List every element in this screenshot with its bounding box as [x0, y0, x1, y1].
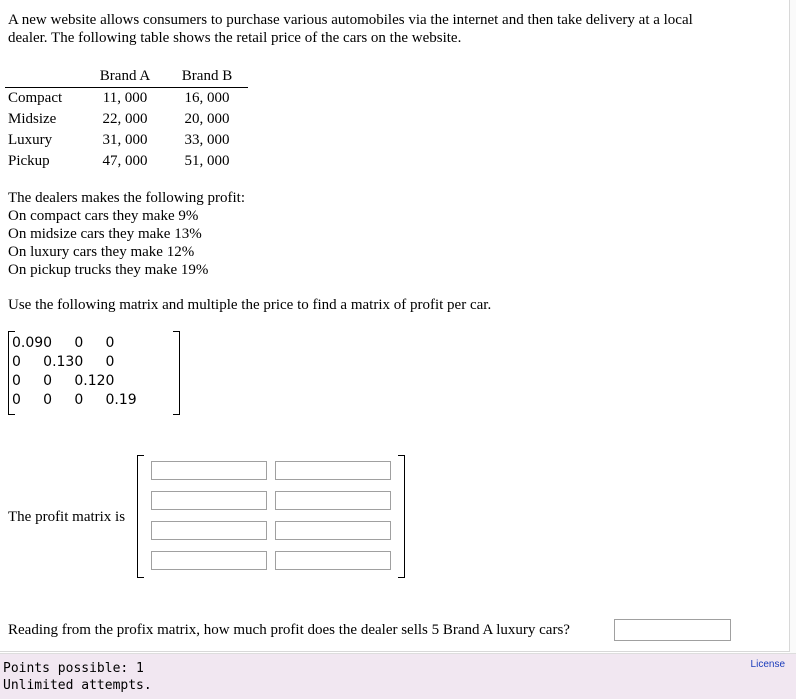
profit-line: On compact cars they make 9%	[8, 208, 199, 224]
percent-matrix-grid	[12, 333, 137, 409]
points-possible: Points possible: 1	[3, 661, 144, 676]
answer-input-r3c2[interactable]	[275, 521, 391, 540]
header-brand-a: Brand A	[84, 66, 166, 88]
answer-input-r2c1[interactable]	[151, 491, 267, 510]
question-footer	[0, 653, 796, 699]
matrix-cell: 0.09	[12, 334, 44, 351]
brand-a-price: 11, 000	[102, 90, 148, 106]
profit-line: The dealers makes the following profit:	[8, 190, 246, 206]
attempts-info: Unlimited attempts.	[3, 678, 152, 693]
matrix-cell: 0	[74, 334, 84, 351]
price-table-corner	[5, 66, 84, 88]
intro-line-2: dealer. The following table shows the retail price of the cars on the website.	[8, 30, 462, 46]
profit-matrix-label: The profit matrix is	[8, 509, 126, 525]
price-table	[5, 66, 248, 172]
matrix-row	[12, 371, 137, 390]
matrix-cell: 0.12	[74, 372, 106, 389]
profit-line: On pickup trucks they make 19%	[8, 262, 209, 278]
matrix-row	[12, 352, 137, 371]
table-row	[5, 88, 248, 110]
answer-matrix-right-bracket	[398, 455, 405, 578]
profit-description	[8, 189, 245, 279]
points-info	[3, 660, 152, 694]
profit-line: On luxury cars they make 12%	[8, 244, 195, 260]
price-table-header	[5, 66, 248, 88]
brand-a-price: 47, 000	[102, 153, 148, 169]
matrix-cell: 0	[74, 353, 84, 370]
matrix-cell: 0	[43, 391, 53, 408]
row-label: Midsize	[8, 111, 57, 127]
matrix-cell: 0	[105, 334, 115, 351]
matrix-cell: 0	[12, 391, 21, 408]
brand-a-price: 31, 000	[102, 132, 148, 148]
matrix-cell: 0	[12, 353, 21, 370]
row-label: Luxury	[8, 132, 53, 148]
license-link[interactable]: License	[750, 659, 785, 670]
brand-a-price: 22, 000	[102, 111, 148, 127]
matrix-row	[12, 333, 137, 352]
matrix-cell: 0	[105, 372, 115, 389]
matrix-cell: 0.13	[43, 353, 75, 370]
matrix-right-bracket	[173, 331, 180, 415]
brand-b-price: 16, 000	[184, 90, 230, 106]
table-row	[5, 109, 248, 130]
brand-b-price: 33, 000	[184, 132, 230, 148]
matrix-row	[12, 390, 137, 409]
intro-text	[8, 11, 768, 47]
row-label: Compact	[8, 90, 63, 106]
matrix-cell: 0	[12, 372, 21, 389]
answer-input-r4c1[interactable]	[151, 551, 267, 570]
table-row	[5, 151, 248, 172]
header-brand-b: Brand B	[166, 66, 248, 88]
matrix-cell: 0.19	[105, 391, 137, 408]
profit-line: On midsize cars they make 13%	[8, 226, 202, 242]
answer-input-r3c1[interactable]	[151, 521, 267, 540]
table-row	[5, 130, 248, 151]
profit-question: Reading from the profix matrix, how much profit does the dealer sells 5 Brand A luxury cars?	[8, 622, 570, 638]
matrix-cell: 0	[105, 353, 115, 370]
matrix-cell: 0	[43, 334, 53, 351]
brand-b-price: 20, 000	[184, 111, 230, 127]
row-label: Pickup	[8, 153, 50, 169]
matrix-cell: 0	[74, 391, 84, 408]
right-gutter	[790, 0, 796, 653]
matrix-instruction: Use the following matrix and multiple the price to find a matrix of profit per car.	[8, 297, 492, 313]
answer-input-r4c2[interactable]	[275, 551, 391, 570]
matrix-cell: 0	[43, 372, 53, 389]
answer-input-r1c1[interactable]	[151, 461, 267, 480]
intro-line-1: A new website allows consumers to purchase various automobiles via the internet and then take delivery at a local	[8, 12, 693, 28]
answer-matrix-left-bracket	[137, 455, 144, 578]
answer-input-r1c2[interactable]	[275, 461, 391, 480]
profit-answer-input[interactable]	[614, 619, 731, 641]
brand-b-price: 51, 000	[184, 153, 230, 169]
answer-input-r2c2[interactable]	[275, 491, 391, 510]
